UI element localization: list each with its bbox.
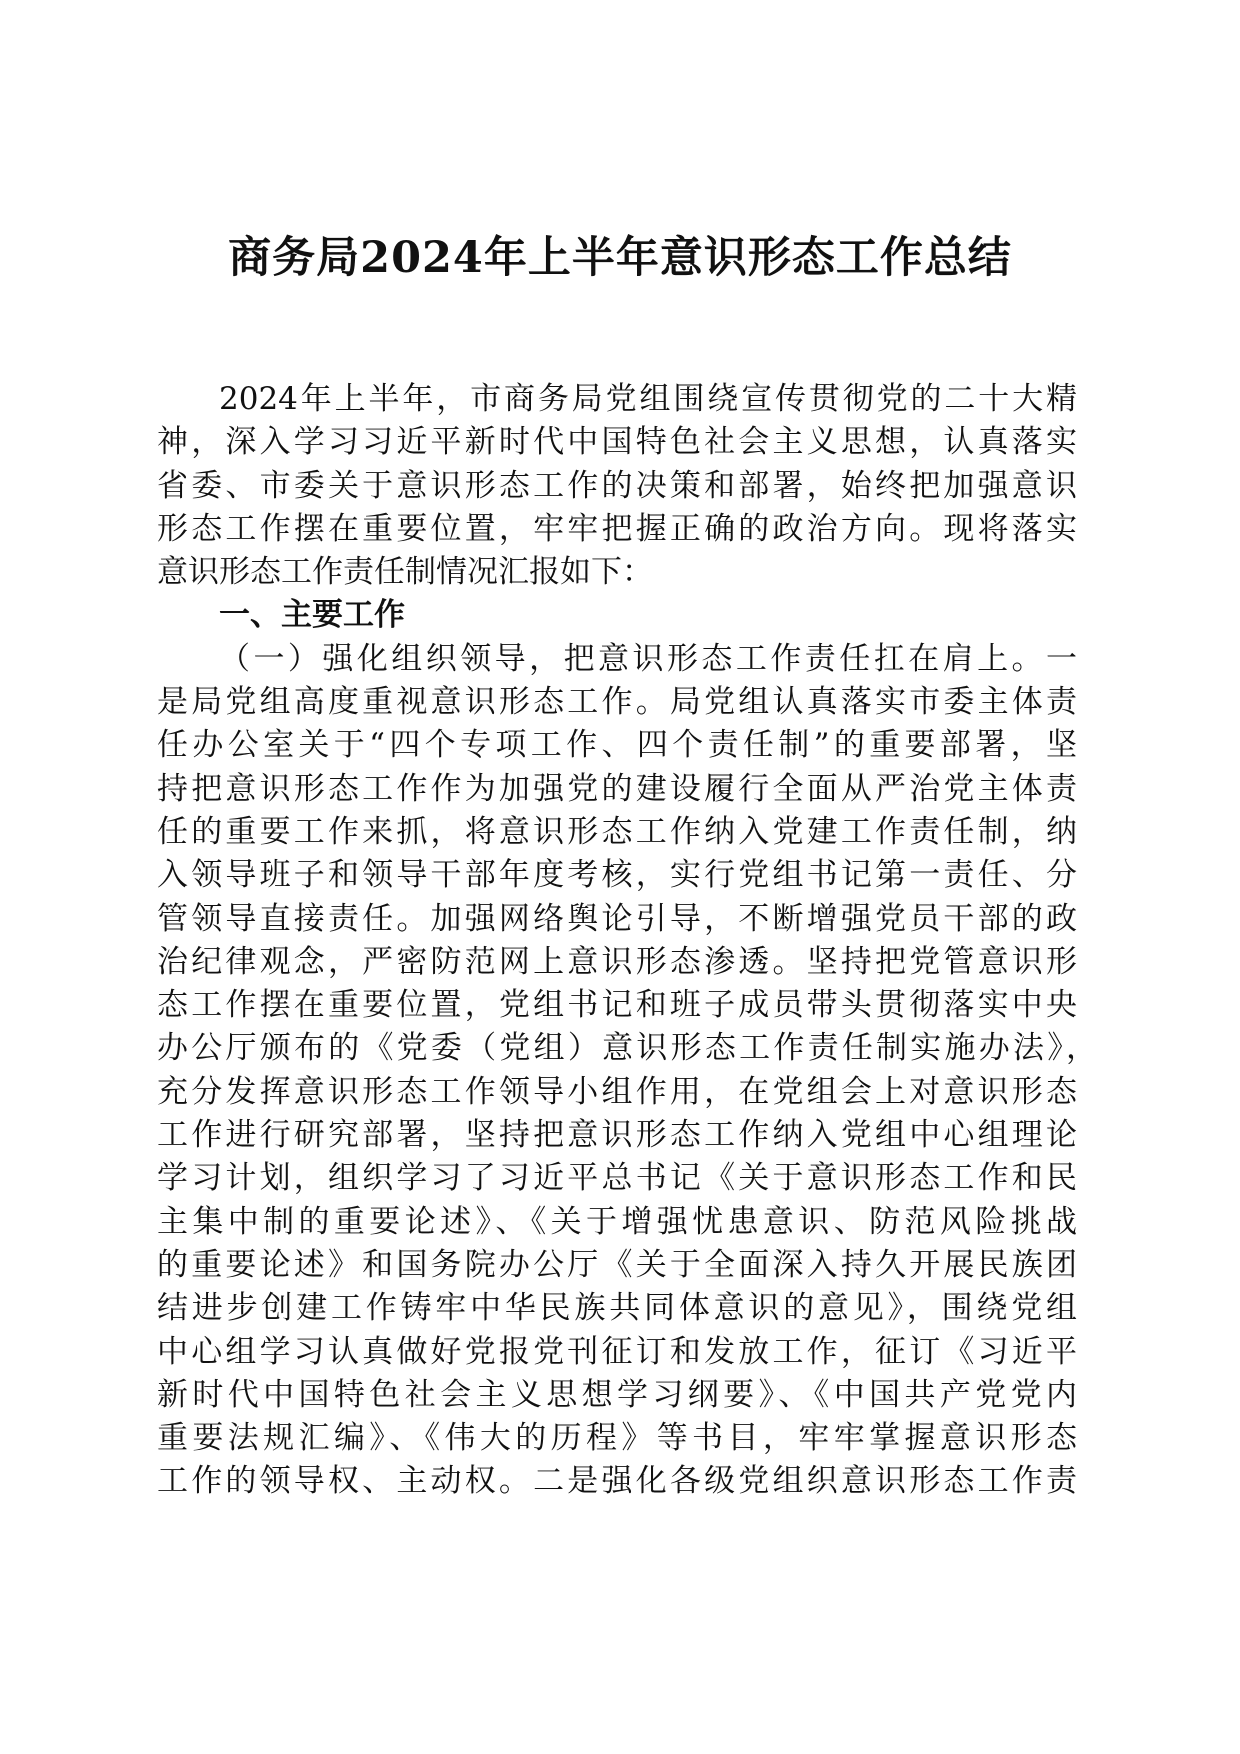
paragraph-line: 省委、市委关于意识形态工作的决策和部署，始终把加强意识 — [157, 467, 1077, 504]
paragraph-line: 主集中制的重要论述》、《关于增强忧患意识、防范风险挑战 — [157, 1203, 1077, 1240]
paragraph-line: 学习计划，组织学习了习近平总书记《关于意识形态工作和民 — [157, 1160, 1077, 1197]
paragraph-line: 充分发挥意识形态工作领导小组作用，在党组会上对意识形态 — [157, 1073, 1077, 1110]
subsection-heading-line: （一）强化组织领导，把意识形态工作责任扛在肩上。一 — [219, 640, 1077, 677]
paragraph-line: 办公厅颁布的《党委（党组）意识形态工作责任制实施办法》， — [157, 1030, 1097, 1067]
paragraph-line: 持把意识形态工作作为加强党的建设履行全面从严治党主体责 — [157, 770, 1077, 807]
paragraph-line: 新时代中国特色社会主义思想学习纲要》、《中国共产党党内 — [157, 1376, 1077, 1413]
paragraph-line: 工作进行研究部署，坚持把意识形态工作纳入党组中心组理论 — [157, 1117, 1077, 1154]
paragraph-line: 重要法规汇编》、《伟大的历程》等书目，牢牢掌握意识形态 — [157, 1420, 1077, 1457]
paragraph-line: 任的重要工作来抓，将意识形态工作纳入党建工作责任制，纳 — [157, 813, 1077, 850]
paragraph-line: 入领导班子和领导干部年度考核，实行党组书记第一责任、分 — [157, 857, 1077, 894]
paragraph-line: 任办公室关于“四个专项工作、四个责任制”的重要部署，坚 — [157, 727, 1077, 764]
paragraph-line: 管领导直接责任。加强网络舆论引导，不断增强党员干部的政 — [157, 900, 1077, 937]
paragraph-line: 形态工作摆在重要位置，牢牢把握正确的政治方向。现将落实 — [157, 510, 1077, 547]
section-heading: 一、主要工作 — [219, 597, 405, 634]
paragraph-line: 是局党组高度重视意识形态工作。局党组认真落实市委主体责 — [157, 684, 1077, 721]
paragraph-line: 中心组学习认真做好党报党刊征订和发放工作，征订《习近平 — [157, 1333, 1077, 1370]
paragraph-line: 态工作摆在重要位置，党组书记和班子成员带头贯彻落实中央 — [157, 987, 1077, 1024]
document-body — [157, 378, 1097, 1504]
paragraph-line: 神，深入学习习近平新时代中国特色社会主义思想，认真落实 — [157, 424, 1077, 461]
paragraph-line: 治纪律观念，严密防范网上意识形态渗透。坚持把党管意识形 — [157, 943, 1077, 980]
paragraph-line: 的重要论述》和国务院办公厅《关于全面深入持久开展民族团 — [157, 1246, 1077, 1283]
paragraph-line: 2024年上半年，市商务局党组围绕宣传贯彻党的二十大精 — [219, 381, 1077, 417]
paragraph-line: 工作的领导权、主动权。二是强化各级党组织意识形态工作责 — [157, 1463, 1077, 1500]
paragraph-line: 意识形态工作责任制情况汇报如下： — [157, 554, 653, 591]
paragraph-line: 结进步创建工作铸牢中华民族共同体意识的意见》，围绕党组 — [157, 1290, 1077, 1327]
document-title: 商务局2024年上半年意识形态工作总结 — [228, 233, 1012, 283]
